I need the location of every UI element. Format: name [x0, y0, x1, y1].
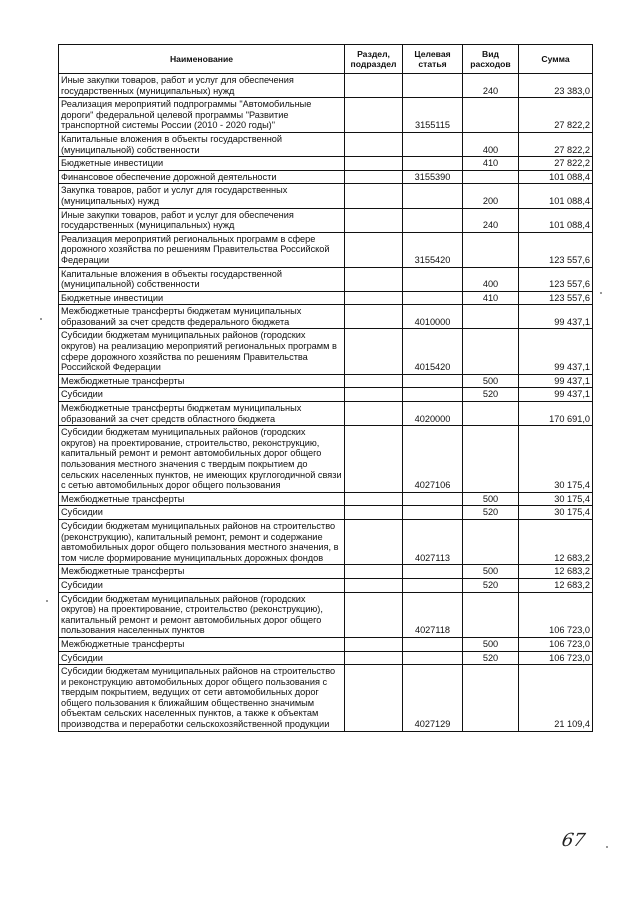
cell-name: Субсидии бюджетам муниципальных районов на строительство (реконструкцию), капитальный ремонт, ремонт и содержание автомобильных дорог общего пользования местного значения, в том числе формирование муниципальных дорожных фондов — [59, 519, 345, 564]
cell-name: Субсидии — [59, 506, 345, 520]
cell-section — [345, 98, 403, 133]
cell-sum: 27 822,2 — [519, 98, 593, 133]
cell-section — [345, 232, 403, 267]
scan-speck — [600, 292, 602, 294]
cell-name: Реализация мероприятий подпрограммы "Автомобильные дороги" федеральной целевой программы "Развитие транспортной системы России (2010 - 2020 годы)" — [59, 98, 345, 133]
cell-section — [345, 132, 403, 156]
cell-name: Бюджетные инвестиции — [59, 291, 345, 305]
cell-expense-type: 500 — [463, 374, 519, 388]
cell-section — [345, 402, 403, 426]
table-row — [59, 592, 593, 637]
scan-speck — [606, 846, 608, 848]
cell-expense-type: 240 — [463, 208, 519, 232]
cell-name: Субсидии — [59, 578, 345, 592]
cell-expense-type — [463, 519, 519, 564]
table-row — [59, 170, 593, 184]
cell-target — [403, 184, 463, 208]
cell-name: Субсидии бюджетам муниципальных районов (городских округов) на реализацию мероприятий региональных программ в сфере дорожного хозяйства по решениям Правительства Российской Федерации — [59, 329, 345, 374]
cell-expense-type: 520 — [463, 388, 519, 402]
cell-expense-type — [463, 98, 519, 133]
cell-expense-type: 400 — [463, 132, 519, 156]
cell-target: 3155390 — [403, 170, 463, 184]
cell-expense-type: 400 — [463, 267, 519, 291]
cell-section — [345, 506, 403, 520]
cell-target — [403, 374, 463, 388]
cell-name: Межбюджетные трансферты бюджетам муниципальных образований за счет средств федерального бюджета — [59, 305, 345, 329]
table-row — [59, 506, 593, 520]
cell-name: Иные закупки товаров, работ и услуг для обеспечения государственных (муниципальных) нужд — [59, 74, 345, 98]
cell-target: 4027118 — [403, 592, 463, 637]
cell-name: Иные закупки товаров, работ и услуг для обеспечения государственных (муниципальных) нужд — [59, 208, 345, 232]
table-row — [59, 157, 593, 171]
cell-name: Субсидии бюджетам муниципальных районов (городских округов) на проектирование, строительство, реконструкцию, капитальный ремонт и ремонт автомобильных дорог общего пользования местного значения с твердым покрытием до сельских населенных пунктов, не имеющих круглогодичной связи с сетью автомобильных дорог общего пользования — [59, 426, 345, 493]
page-number: 67 — [560, 830, 587, 851]
cell-name: Капитальные вложения в объекты государственной (муниципальной) собственности — [59, 132, 345, 156]
cell-section — [345, 665, 403, 732]
cell-section — [345, 208, 403, 232]
header-target: Целевая статья — [403, 45, 463, 74]
table-row — [59, 132, 593, 156]
cell-target — [403, 651, 463, 665]
table-row — [59, 74, 593, 98]
cell-section — [345, 426, 403, 493]
cell-section — [345, 592, 403, 637]
cell-name: Межбюджетные трансферты — [59, 374, 345, 388]
cell-name: Закупка товаров, работ и услуг для государственных (муниципальных) нужд — [59, 184, 345, 208]
cell-expense-type: 520 — [463, 578, 519, 592]
cell-target — [403, 132, 463, 156]
cell-name: Субсидии бюджетам муниципальных районов на строительство и реконструкцию автомобильных дорог общего пользования с твердым покрытием, ведущих от сети автомобильных дорог общего пользования к ближайшим общественно значимым объектам сельских населенных пунктов, а также к объектам производства и переработки сельскохозяйственной продукции — [59, 665, 345, 732]
cell-target: 4010000 — [403, 305, 463, 329]
cell-sum: 12 683,2 — [519, 565, 593, 579]
cell-expense-type: 500 — [463, 492, 519, 506]
cell-expense-type — [463, 592, 519, 637]
table-row — [59, 651, 593, 665]
table-row — [59, 402, 593, 426]
cell-section — [345, 578, 403, 592]
cell-sum: 30 175,4 — [519, 492, 593, 506]
cell-sum: 123 557,6 — [519, 291, 593, 305]
cell-sum: 12 683,2 — [519, 578, 593, 592]
cell-target: 4027113 — [403, 519, 463, 564]
cell-sum: 27 822,2 — [519, 157, 593, 171]
cell-name: Реализация мероприятий региональных программ в сфере дорожного хозяйства по решениям Правительства Российской Федерации — [59, 232, 345, 267]
header-expense-type: Вид расходов — [463, 45, 519, 74]
table-row — [59, 267, 593, 291]
cell-name: Межбюджетные трансферты — [59, 565, 345, 579]
cell-name: Финансовое обеспечение дорожной деятельности — [59, 170, 345, 184]
cell-sum: 123 557,6 — [519, 267, 593, 291]
cell-expense-type: 240 — [463, 74, 519, 98]
cell-target: 4027106 — [403, 426, 463, 493]
cell-target: 4020000 — [403, 402, 463, 426]
cell-section — [345, 388, 403, 402]
cell-name: Субсидии — [59, 651, 345, 665]
cell-sum: 99 437,1 — [519, 374, 593, 388]
cell-expense-type — [463, 170, 519, 184]
table-row — [59, 329, 593, 374]
cell-target — [403, 291, 463, 305]
cell-sum: 106 723,0 — [519, 637, 593, 651]
table-row — [59, 637, 593, 651]
table-row — [59, 388, 593, 402]
scan-speck — [46, 600, 48, 602]
cell-section — [345, 374, 403, 388]
cell-name: Субсидии бюджетам муниципальных районов (городских округов) на проектирование, строительство (реконструкцию), капитальный ремонт и ремонт автомобильных дорог общего пользования населенных пунктов — [59, 592, 345, 637]
cell-name: Межбюджетные трансферты бюджетам муниципальных образований за счет средств областного бюджета — [59, 402, 345, 426]
cell-sum: 106 723,0 — [519, 651, 593, 665]
cell-section — [345, 170, 403, 184]
cell-sum: 170 691,0 — [519, 402, 593, 426]
cell-target — [403, 388, 463, 402]
cell-sum: 99 437,1 — [519, 329, 593, 374]
table-row — [59, 426, 593, 493]
cell-section — [345, 267, 403, 291]
cell-section — [345, 184, 403, 208]
cell-sum: 101 088,4 — [519, 170, 593, 184]
table-row — [59, 565, 593, 579]
table-row — [59, 232, 593, 267]
cell-section — [345, 305, 403, 329]
cell-section — [345, 157, 403, 171]
header-section: Раздел, подраздел — [345, 45, 403, 74]
cell-target — [403, 492, 463, 506]
cell-expense-type — [463, 305, 519, 329]
cell-target — [403, 565, 463, 579]
table-row — [59, 305, 593, 329]
cell-sum: 12 683,2 — [519, 519, 593, 564]
cell-section — [345, 519, 403, 564]
table-row — [59, 374, 593, 388]
cell-target: 3155420 — [403, 232, 463, 267]
cell-expense-type: 200 — [463, 184, 519, 208]
cell-expense-type — [463, 665, 519, 732]
cell-sum: 106 723,0 — [519, 592, 593, 637]
table-row — [59, 184, 593, 208]
cell-name: Бюджетные инвестиции — [59, 157, 345, 171]
cell-target: 4027129 — [403, 665, 463, 732]
cell-expense-type: 410 — [463, 157, 519, 171]
cell-sum: 27 822,2 — [519, 132, 593, 156]
table-row — [59, 578, 593, 592]
cell-expense-type: 500 — [463, 637, 519, 651]
cell-target — [403, 74, 463, 98]
scan-speck — [40, 318, 42, 320]
cell-section — [345, 492, 403, 506]
cell-section — [345, 291, 403, 305]
table-row — [59, 492, 593, 506]
table-row — [59, 98, 593, 133]
cell-target — [403, 578, 463, 592]
table-row — [59, 291, 593, 305]
cell-target: 3155115 — [403, 98, 463, 133]
cell-name: Межбюджетные трансферты — [59, 637, 345, 651]
cell-sum: 99 437,1 — [519, 388, 593, 402]
cell-sum: 99 437,1 — [519, 305, 593, 329]
cell-target — [403, 506, 463, 520]
cell-sum: 101 088,4 — [519, 184, 593, 208]
cell-target — [403, 208, 463, 232]
table-header-row — [59, 45, 593, 74]
cell-sum: 21 109,4 — [519, 665, 593, 732]
cell-sum: 30 175,4 — [519, 506, 593, 520]
header-sum: Сумма — [519, 45, 593, 74]
cell-expense-type: 410 — [463, 291, 519, 305]
cell-sum: 23 383,0 — [519, 74, 593, 98]
cell-section — [345, 74, 403, 98]
cell-section — [345, 651, 403, 665]
header-name: Наименование — [59, 45, 345, 74]
cell-target — [403, 637, 463, 651]
cell-target: 4015420 — [403, 329, 463, 374]
cell-sum: 123 557,6 — [519, 232, 593, 267]
cell-expense-type: 500 — [463, 565, 519, 579]
cell-expense-type: 520 — [463, 651, 519, 665]
cell-section — [345, 329, 403, 374]
cell-name: Капитальные вложения в объекты государственной (муниципальной) собственности — [59, 267, 345, 291]
cell-section — [345, 637, 403, 651]
table-row — [59, 665, 593, 732]
cell-expense-type — [463, 232, 519, 267]
cell-expense-type — [463, 426, 519, 493]
budget-table — [58, 44, 593, 732]
table-row — [59, 519, 593, 564]
cell-expense-type: 520 — [463, 506, 519, 520]
cell-expense-type — [463, 329, 519, 374]
cell-target — [403, 157, 463, 171]
cell-expense-type — [463, 402, 519, 426]
cell-target — [403, 267, 463, 291]
cell-sum: 30 175,4 — [519, 426, 593, 493]
cell-section — [345, 565, 403, 579]
cell-name: Субсидии — [59, 388, 345, 402]
table-body — [59, 74, 593, 732]
table-row — [59, 208, 593, 232]
cell-sum: 101 088,4 — [519, 208, 593, 232]
cell-name: Межбюджетные трансферты — [59, 492, 345, 506]
